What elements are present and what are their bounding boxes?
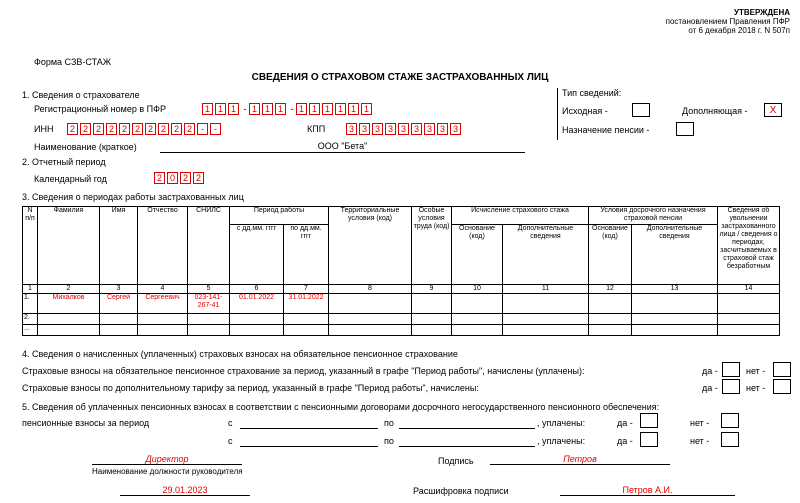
year-label: Календарный год [34, 174, 107, 184]
reg-number-cell[interactable]: 1 [335, 103, 346, 115]
th-special: Особые условия труда (код) [412, 207, 452, 285]
section2-heading: 2. Отчетный период [22, 157, 106, 167]
cell-empty[interactable] [589, 325, 632, 336]
year-cell[interactable]: 2 [180, 172, 191, 184]
cell-from[interactable] [230, 325, 284, 336]
kpp-cell[interactable]: 3 [424, 123, 435, 135]
section5-label: пенсионные взносы за период [22, 418, 150, 428]
column-number: 6 [230, 285, 284, 294]
approved-text: УТВЕРЖДЕНА [733, 8, 790, 17]
section5-to-label: по [384, 418, 394, 428]
section5-paid-label: , уплачены: [537, 418, 586, 428]
s4-line1-yes-box[interactable] [722, 362, 740, 377]
s5-yes-label-2: да - [617, 436, 633, 446]
cell-n[interactable]: ... [23, 325, 38, 336]
th-dismissal: Сведения об увольнении застрахованного лица / сведения о периодах, засчитываемых в страховой стаж безработным [718, 207, 780, 285]
reg-number-label: Регистрационный номер в ПФР [34, 104, 166, 114]
th-calc: Исчисление страхового стажа [452, 207, 589, 225]
section4-line2: Страховые взносы по дополнительному тарифу за период, указанный в графе "Период работы", начислены: [22, 383, 479, 393]
th-calc-base: Основание (код) [452, 225, 503, 285]
year-cells[interactable] [154, 172, 206, 184]
reg-number-cell[interactable]: 1 [309, 103, 320, 115]
column-number: 7 [284, 285, 329, 294]
cell-to[interactable] [284, 325, 329, 336]
inn-cell[interactable]: 2 [132, 123, 143, 135]
s5-no-box[interactable] [721, 413, 739, 428]
inn-cell[interactable]: 2 [80, 123, 91, 135]
section4-line1: Страховые взносы на обязательное пенсионное страхование за период, указанный в графе "Период работы", начислены (уплачены): [22, 366, 585, 376]
cell-first[interactable] [100, 314, 138, 325]
org-name-label: Наименование (краткое) [34, 142, 137, 152]
cell-n[interactable]: 2. [23, 314, 38, 325]
inn-cells[interactable] [67, 123, 223, 135]
form-name: Форма СЗВ-СТАЖ [34, 57, 112, 67]
s4-line1-no-label: нет - [746, 366, 766, 376]
s5-no-label: нет - [690, 418, 710, 428]
column-number: 14 [718, 285, 780, 294]
kpp-label: КПП [307, 124, 326, 134]
column-number: 8 [329, 285, 412, 294]
cell-empty[interactable] [452, 294, 503, 314]
th-middle: Отчество [138, 207, 188, 285]
cell-empty[interactable] [329, 294, 412, 314]
position-line [92, 464, 242, 465]
s5-yes-box[interactable] [640, 413, 658, 428]
section5-to-line-2[interactable] [399, 446, 535, 447]
reg-number-cells[interactable] [202, 103, 374, 115]
cell-empty[interactable] [718, 325, 780, 336]
info-type-heading: Тип сведений: [562, 88, 622, 98]
inn-cell[interactable]: 2 [145, 123, 156, 135]
initial-checkbox[interactable] [632, 103, 650, 117]
kpp-cells[interactable] [346, 123, 463, 135]
inn-cell[interactable]: 2 [171, 123, 182, 135]
cell-empty[interactable] [412, 294, 452, 314]
cell-empty[interactable] [718, 294, 780, 314]
cell-empty[interactable] [452, 325, 503, 336]
sign-label: Подпись [438, 456, 474, 466]
section5-from-line-2[interactable] [240, 446, 378, 447]
th-to: по дд.мм. гггг [284, 225, 329, 285]
decode-value: Петров А.И. [622, 485, 673, 495]
kpp-cell[interactable]: 3 [450, 123, 461, 135]
cell-empty[interactable] [718, 314, 780, 325]
s5-yes-label: да - [617, 418, 633, 428]
reg-number-cell[interactable]: 1 [228, 103, 239, 115]
cell-snils[interactable]: 023-141-267-41 [188, 294, 230, 314]
approved-date-text: от 6 декабря 2018 г. N 507п [688, 26, 790, 35]
page-title: СВЕДЕНИЯ О СТРАХОВОМ СТАЖЕ ЗАСТРАХОВАННЫХ ЛИЦ [251, 72, 549, 83]
kpp-cell[interactable]: 3 [411, 123, 422, 135]
column-number: 5 [188, 285, 230, 294]
s5-no-box-2[interactable] [721, 432, 739, 447]
s4-line2-yes-box[interactable] [722, 379, 740, 394]
sign-line [490, 464, 670, 465]
sign-value: Петров [563, 454, 597, 464]
section4-heading: 4. Сведения о начисленных (уплаченных) страховых взносах на обязательное пенсионное страхование [22, 349, 458, 359]
kpp-cell[interactable]: 3 [359, 123, 370, 135]
th-num: N п/п [23, 207, 38, 285]
th-period: Период работы [230, 207, 329, 225]
section3-heading: 3. Сведения о периодах работы застрахованных лиц [22, 192, 244, 202]
cell-to[interactable]: 31.01.2022 [284, 294, 329, 314]
column-number: 3 [100, 285, 138, 294]
cell-empty[interactable] [412, 325, 452, 336]
pension-label: Назначение пенсии - [562, 125, 650, 135]
reg-number-cell[interactable]: 1 [361, 103, 372, 115]
table-row [23, 314, 780, 325]
cell-empty[interactable] [329, 314, 412, 325]
cell-empty[interactable] [589, 294, 632, 314]
th-territorial: Территориальные условия (код) [329, 207, 412, 285]
inn-cell[interactable]: 2 [106, 123, 117, 135]
cell-empty[interactable] [452, 314, 503, 325]
inn-label: ИНН [34, 124, 54, 134]
reg-number-cell[interactable]: 1 [296, 103, 307, 115]
section5-to-line[interactable] [399, 428, 535, 429]
column-number: 10 [452, 285, 503, 294]
cell-middle[interactable] [138, 314, 188, 325]
s4-line1-no-box[interactable] [773, 362, 791, 377]
cell-from[interactable]: 01.01.2022 [230, 294, 284, 314]
th-last: Фамилия [38, 207, 100, 285]
reg-number-cell[interactable]: 1 [215, 103, 226, 115]
s5-no-label-2: нет - [690, 436, 710, 446]
separator-dash: - [290, 104, 294, 114]
cell-empty[interactable] [632, 314, 718, 325]
pension-checkbox[interactable] [676, 122, 694, 136]
inn-cell[interactable]: 2 [67, 123, 78, 135]
decode-label: Расшифровка подписи [413, 486, 509, 496]
year-cell[interactable]: 2 [154, 172, 165, 184]
table-row [23, 294, 780, 314]
reg-number-cell[interactable]: 1 [322, 103, 333, 115]
org-name-line [160, 152, 525, 153]
s4-line2-no-label: нет - [746, 383, 766, 393]
th-early: Условия досрочного назначения страховой пенсии [589, 207, 718, 225]
cell-first[interactable] [100, 325, 138, 336]
reg-number-cell[interactable]: 1 [348, 103, 359, 115]
separator-dash: - [243, 104, 247, 114]
table-row [23, 325, 780, 336]
kpp-cell[interactable]: 3 [398, 123, 409, 135]
th-calc-extra: Дополнительные сведения [503, 225, 589, 285]
cell-empty[interactable] [632, 325, 718, 336]
org-name-value: ООО "Бета" [317, 141, 368, 151]
periods-table [22, 206, 780, 336]
date-value: 29.01.2023 [162, 485, 208, 495]
cell-middle[interactable]: Сергеевич [138, 294, 188, 314]
inn-cell[interactable]: 2 [184, 123, 195, 135]
inn-cell[interactable]: 2 [119, 123, 130, 135]
section1-heading: 1. Сведения о страхователе [22, 90, 140, 100]
year-cell[interactable]: 0 [167, 172, 178, 184]
cell-empty[interactable] [329, 325, 412, 336]
th-early-extra: Дополнительные сведения [632, 225, 718, 285]
column-number: 9 [412, 285, 452, 294]
column-number: 4 [138, 285, 188, 294]
s4-line2-yes-label: да - [702, 383, 718, 393]
cell-empty[interactable] [503, 325, 589, 336]
section5-from-line[interactable] [240, 428, 378, 429]
cell-first[interactable]: Сергей [100, 294, 138, 314]
th-early-base: Основание (код) [589, 225, 632, 285]
initial-label: Исходная - [562, 106, 608, 116]
additional-label: Дополняющая - [682, 106, 748, 116]
cell-empty[interactable] [632, 294, 718, 314]
cell-snils[interactable] [188, 325, 230, 336]
cell-empty[interactable] [412, 314, 452, 325]
year-cell[interactable]: 2 [193, 172, 204, 184]
cell-from[interactable] [230, 314, 284, 325]
cell-empty[interactable] [503, 314, 589, 325]
cell-snils[interactable] [188, 314, 230, 325]
inn-cell[interactable]: - [210, 123, 221, 135]
th-first: Имя [100, 207, 138, 285]
reg-number-cell[interactable]: 1 [249, 103, 260, 115]
cell-middle[interactable] [138, 325, 188, 336]
section5-from-label-2: с [228, 436, 233, 446]
position-label: Наименование должности руководителя [92, 467, 243, 476]
cell-last[interactable] [38, 314, 100, 325]
cell-last[interactable]: Михалков [38, 294, 100, 314]
date-line [120, 495, 250, 496]
column-number: 2 [38, 285, 100, 294]
position-value: Директор [145, 454, 189, 464]
column-number: 11 [503, 285, 589, 294]
column-number: 1 [23, 285, 38, 294]
s5-yes-box-2[interactable] [640, 432, 658, 447]
cell-last[interactable] [38, 325, 100, 336]
s4-line1-yes-label: да - [702, 366, 718, 376]
section5-heading: 5. Сведения об уплаченных пенсионных взносах в соответствии с пенсионными договорами досрочного негосударственного пенсионного обеспечения: [22, 402, 660, 412]
kpp-cell[interactable]: 3 [437, 123, 448, 135]
inn-cell[interactable]: - [197, 123, 208, 135]
decode-line [560, 495, 735, 496]
reg-number-cell[interactable]: 1 [275, 103, 286, 115]
section5-to-label-2: по [384, 436, 394, 446]
approval-block [666, 8, 790, 35]
section5-paid-label-2: , уплачены: [537, 436, 586, 446]
cell-empty[interactable] [589, 314, 632, 325]
cell-n[interactable]: 1. [23, 294, 38, 314]
column-number: 13 [632, 285, 718, 294]
inn-cell[interactable]: 2 [93, 123, 104, 135]
kpp-cell[interactable]: 3 [346, 123, 357, 135]
additional-checkbox[interactable]: X [764, 103, 782, 117]
s4-line2-no-box[interactable] [773, 379, 791, 394]
kpp-cell[interactable]: 3 [372, 123, 383, 135]
section5-from-label: с [228, 418, 233, 428]
approved-by-text: постановлением Правления ПФР [665, 17, 790, 26]
reg-number-cell[interactable]: 1 [202, 103, 213, 115]
reg-number-cell[interactable]: 1 [262, 103, 273, 115]
cell-to[interactable] [284, 314, 329, 325]
column-number: 12 [589, 285, 632, 294]
inn-cell[interactable]: 2 [158, 123, 169, 135]
th-from: с дд.мм. гггг [230, 225, 284, 285]
kpp-cell[interactable]: 3 [385, 123, 396, 135]
th-snils: СНИЛС [188, 207, 230, 285]
column-numbers-row [23, 285, 780, 294]
cell-empty[interactable] [503, 294, 589, 314]
